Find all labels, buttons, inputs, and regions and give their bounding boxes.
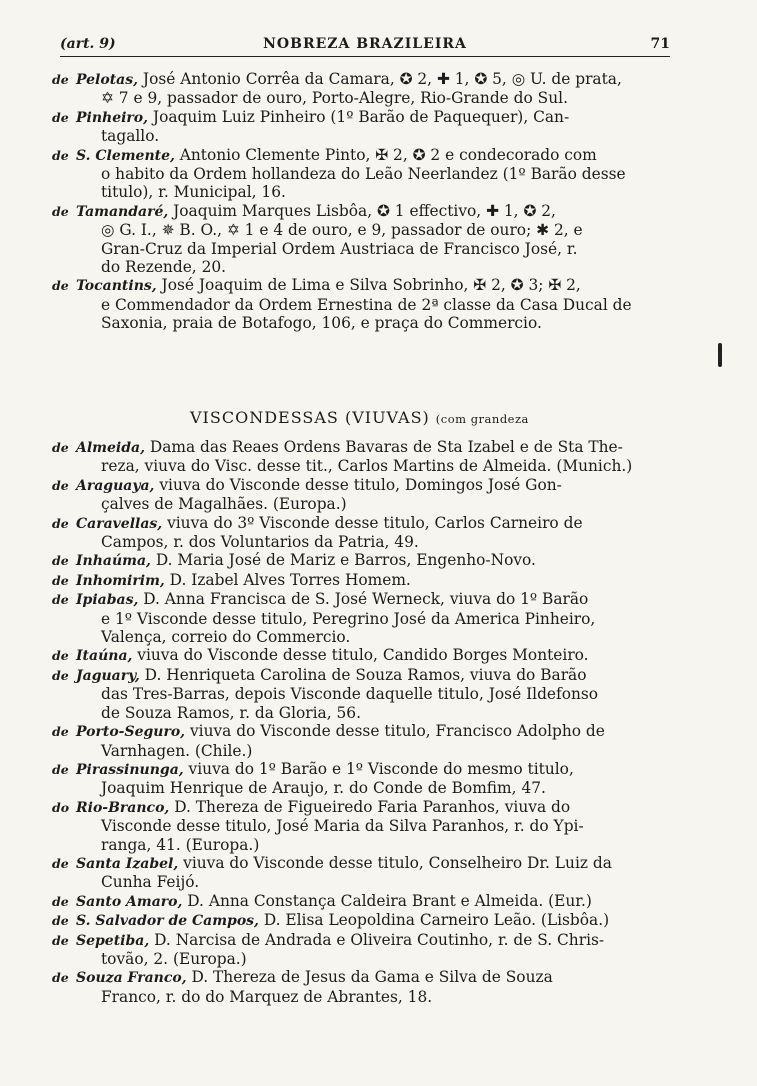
entry-title: Porto-Seguro,	[76, 724, 186, 741]
entry-text: Gran-Cruz da Imperial Ordem Austriaca de Francisco José, r.	[101, 239, 578, 258]
entry-title: Santo Amaro,	[76, 893, 183, 910]
entry-line	[52, 666, 692, 685]
entry	[52, 276, 692, 332]
entry-line	[52, 610, 692, 628]
entry-prefix: de	[52, 572, 69, 588]
entry-prefix: de	[52, 667, 69, 683]
entry-line	[52, 296, 692, 314]
entry-title: Pelotas,	[76, 72, 139, 88]
entry	[52, 892, 692, 911]
entry-text: D. Thereza de Jesus da Gama e Silva de Souza	[186, 968, 553, 987]
entry-title: Santa Izabel,	[76, 855, 179, 872]
entry-line	[52, 514, 692, 533]
entry-prefix: de	[52, 893, 69, 909]
entry-text: tagallo.	[101, 127, 160, 146]
entry-line	[52, 276, 692, 295]
entry-text: ✡ 7 e 9, passador de ouro, Porto-Alegre, Rio-Grande do Sul.	[101, 89, 568, 108]
entry-text: D. Henriqueta Carolina de Souza Ramos, viuva do Barão	[139, 665, 587, 684]
entry-prefix: de	[52, 440, 69, 455]
entry-title: Tamandaré,	[76, 203, 169, 220]
entry	[52, 590, 692, 646]
entry-line	[52, 779, 692, 797]
entry-line	[52, 533, 692, 551]
entry-line	[52, 314, 692, 332]
entry-text: D. Maria José de Mariz e Barros, Engenho-Novo.	[150, 551, 536, 570]
entry-text: Valença, correio do Commercio.	[101, 628, 351, 647]
entry-text: D. Elisa Leopoldina Carneiro Leão. (Lisbôa.)	[258, 911, 610, 930]
entry-title: Inhaúma,	[76, 553, 151, 570]
entry-line	[52, 968, 692, 987]
entry-line	[52, 258, 692, 276]
margin-mark	[718, 343, 722, 367]
entry-text: viuva do Visconde desse titulo, Francisco Adolpho de	[185, 722, 605, 741]
entry-line	[52, 798, 692, 817]
entry-text: ranga, 41. (Europa.)	[101, 835, 260, 854]
entry-text: Dama das Reaes Ordens Bavaras de Sta Izabel e de Sta The-	[144, 438, 623, 456]
entry-prefix: de	[52, 147, 69, 163]
entry-line	[52, 127, 692, 145]
entry-text: e 1º Visconde desse titulo, Peregrino José da America Pinheiro,	[101, 609, 596, 628]
entry-line	[52, 836, 692, 854]
entry	[52, 202, 692, 277]
entry-text: viuva do Visconde desse titulo, Candido Borges Monteiro.	[132, 646, 589, 665]
entry-line	[52, 911, 692, 930]
entry-title: Souza Franco,	[76, 970, 187, 987]
entry-prefix: de	[52, 761, 69, 777]
entry-prefix: de	[52, 278, 69, 294]
entry	[52, 760, 692, 798]
entry-prefix: de	[52, 72, 69, 87]
entry-text: Antonio Clemente Pinto, ✠ 2, ✪ 2 e condecorado com	[174, 145, 597, 164]
entry-line	[52, 551, 692, 570]
entry-line	[52, 571, 692, 590]
entry-text: D. Narcisa de Andrada e Oliveira Coutinho, r. de S. Chris-	[149, 930, 605, 949]
entry-line	[52, 873, 692, 891]
entry-text: Joaquim Luiz Pinheiro (1º Barão de Paquequer), Can-	[148, 107, 570, 126]
entry-line	[52, 646, 692, 665]
entry	[52, 854, 692, 892]
entry	[52, 476, 692, 514]
entry-line	[52, 165, 692, 183]
entry-text: Cunha Feijó.	[101, 873, 200, 892]
entry-prefix: de	[52, 477, 69, 493]
entry-line	[52, 438, 692, 457]
entry-title: Itaúna,	[76, 648, 133, 665]
viscountesses-list	[52, 438, 692, 1006]
entry-line	[52, 590, 692, 609]
entry-text: do Rezende, 20.	[101, 258, 227, 277]
entry-text: D. Anna Constança Caldeira Brant e Almeida. (Eur.)	[182, 891, 592, 910]
page-number: 71	[650, 36, 670, 52]
entry-line	[52, 742, 692, 760]
entry	[52, 70, 692, 108]
barons-list	[52, 70, 692, 333]
entry	[52, 968, 692, 1006]
entry-line	[52, 817, 692, 835]
header-article: (art. 9)	[60, 36, 116, 52]
entry-prefix: de	[52, 553, 69, 569]
entry-line	[52, 495, 692, 513]
entry-prefix: de	[52, 932, 69, 948]
entry-line	[52, 988, 692, 1006]
entry-line	[52, 950, 692, 968]
entry-prefix: de	[52, 109, 69, 125]
entry-line	[52, 704, 692, 722]
entry-line	[52, 476, 692, 495]
entry-title: Tocantins,	[76, 278, 157, 295]
entry-text: Franco, r. do do Marquez de Abrantes, 18.	[101, 987, 433, 1006]
entry-line	[52, 722, 692, 741]
entry-line	[52, 89, 692, 107]
entry-title: Pinheiro,	[76, 109, 149, 126]
entry-prefix: do	[52, 799, 70, 815]
entry-title: Sepetiba,	[76, 932, 150, 949]
entry	[52, 931, 692, 969]
entry-title: Caravellas,	[76, 515, 163, 532]
entry	[52, 438, 692, 476]
entry-line	[52, 457, 692, 475]
entry-line	[52, 183, 692, 201]
entry-text: viuva do Visconde desse titulo, Conselheiro Dr. Luiz da	[178, 853, 612, 872]
entry-title: Almeida,	[76, 440, 145, 456]
entry-text: Joaquim Henrique de Araujo, r. do Conde de Bomfim, 47.	[101, 779, 546, 798]
entry	[52, 551, 692, 570]
entry-prefix: de	[52, 855, 69, 871]
entry-text: de Souza Ramos, r. da Gloria, 56.	[101, 703, 361, 722]
entry-text: titulo), r. Municipal, 16.	[101, 183, 286, 202]
entry-text: e Commendador da Ordem Ernestina de 2ª classe da Casa Ducal de	[101, 295, 632, 314]
entry	[52, 798, 692, 854]
entry-text: das Tres-Barras, depois Visconde daquelle titulo, José Ildefonso	[101, 685, 599, 704]
entry-line	[52, 760, 692, 779]
entry-prefix: de	[52, 592, 69, 608]
entry-title: Inhomirim,	[76, 572, 165, 589]
header-title: NOBREZA BRAZILEIRA	[263, 36, 467, 52]
entry-prefix: de	[52, 515, 69, 531]
entry	[52, 146, 692, 202]
section-title: VISCONDESSAS (VIUVAS)	[190, 408, 430, 427]
entry-text: çalves de Magalhães. (Europa.)	[101, 495, 347, 514]
entry-line	[52, 892, 692, 911]
entry	[52, 108, 692, 146]
entry-text: Joaquim Marques Lisbôa, ✪ 1 effectivo, ✚ 1, ✪ 2,	[168, 201, 556, 220]
entry-text: viuva do 3º Visconde desse titulo, Carlos Carneiro de	[162, 513, 583, 532]
entry-text: o habito da Ordem hollandeza do Leão Neerlandez (1º Barão desse	[101, 165, 626, 184]
entry-text: D. Izabel Alves Torres Homem.	[164, 570, 411, 589]
entry-text: viuva do 1º Barão e 1º Visconde do mesmo titulo,	[183, 759, 574, 778]
entry-title: Rio-Branco,	[76, 799, 170, 816]
entry-title: Jaguary,	[76, 667, 140, 684]
entry-text: Visconde desse titulo, José Maria da Silva Paranhos, r. do Ypi-	[101, 817, 584, 836]
entry-line	[52, 628, 692, 646]
entry-prefix: de	[52, 970, 69, 986]
section-heading	[190, 408, 529, 427]
entry-title: Araguaya,	[76, 477, 155, 494]
entry-line	[52, 70, 692, 89]
entry-line	[52, 931, 692, 950]
entry-prefix: de	[52, 913, 69, 929]
entry-title: S. Clemente,	[76, 147, 175, 164]
entry-line	[52, 685, 692, 703]
entry-line	[52, 108, 692, 127]
entry-prefix: de	[52, 648, 69, 664]
entry-line	[52, 146, 692, 165]
entry-prefix: de	[52, 724, 69, 740]
entry-title: Ipiabas,	[76, 592, 139, 609]
entry-text: José Joaquim de Lima e Silva Sobrinho, ✠ 2, ✪ 3; ✠ 2,	[156, 276, 581, 295]
entry-line	[52, 854, 692, 873]
running-header	[60, 34, 670, 57]
entry-text: viuva do Visconde desse titulo, Domingos José Gon-	[154, 475, 562, 494]
entry-text: Saxonia, praia de Botafogo, 106, e praça do Commercio.	[101, 314, 542, 333]
entry-title: S. Salvador de Campos,	[76, 913, 259, 930]
entry	[52, 722, 692, 760]
entry-text: José Antonio Corrêa da Camara, ✪ 2, ✚ 1, ✪ 5, ◎ U. de prata,	[138, 70, 622, 88]
entry	[52, 571, 692, 590]
entry-text: ◎ G. I., ✵ B. O., ✡ 1 e 4 de ouro, e 9, passador de ouro; ✱ 2, e	[101, 221, 583, 240]
entry-prefix: de	[52, 203, 69, 219]
entry	[52, 666, 692, 722]
entry-line	[52, 221, 692, 239]
entry	[52, 911, 692, 930]
entry-text: D. Thereza de Figueiredo Faria Paranhos, viuva do	[169, 797, 571, 816]
entry	[52, 646, 692, 665]
entry-text: tovão, 2. (Europa.)	[101, 949, 247, 968]
entry-text: Varnhagen. (Chile.)	[101, 741, 253, 760]
entry-line	[52, 202, 692, 221]
entry-text: Campos, r. dos Voluntarios da Patria, 49.	[101, 533, 419, 552]
entry-text: D. Anna Francisca de S. José Werneck, viuva do 1º Barão	[138, 590, 589, 609]
entry-line	[52, 240, 692, 258]
entry	[52, 514, 692, 552]
section-note: (com grandeza	[435, 412, 529, 426]
entry-text: reza, viuva do Visc. desse tit., Carlos Martins de Almeida. (Munich.)	[101, 457, 633, 476]
entry-title: Pirassinunga,	[76, 761, 184, 778]
